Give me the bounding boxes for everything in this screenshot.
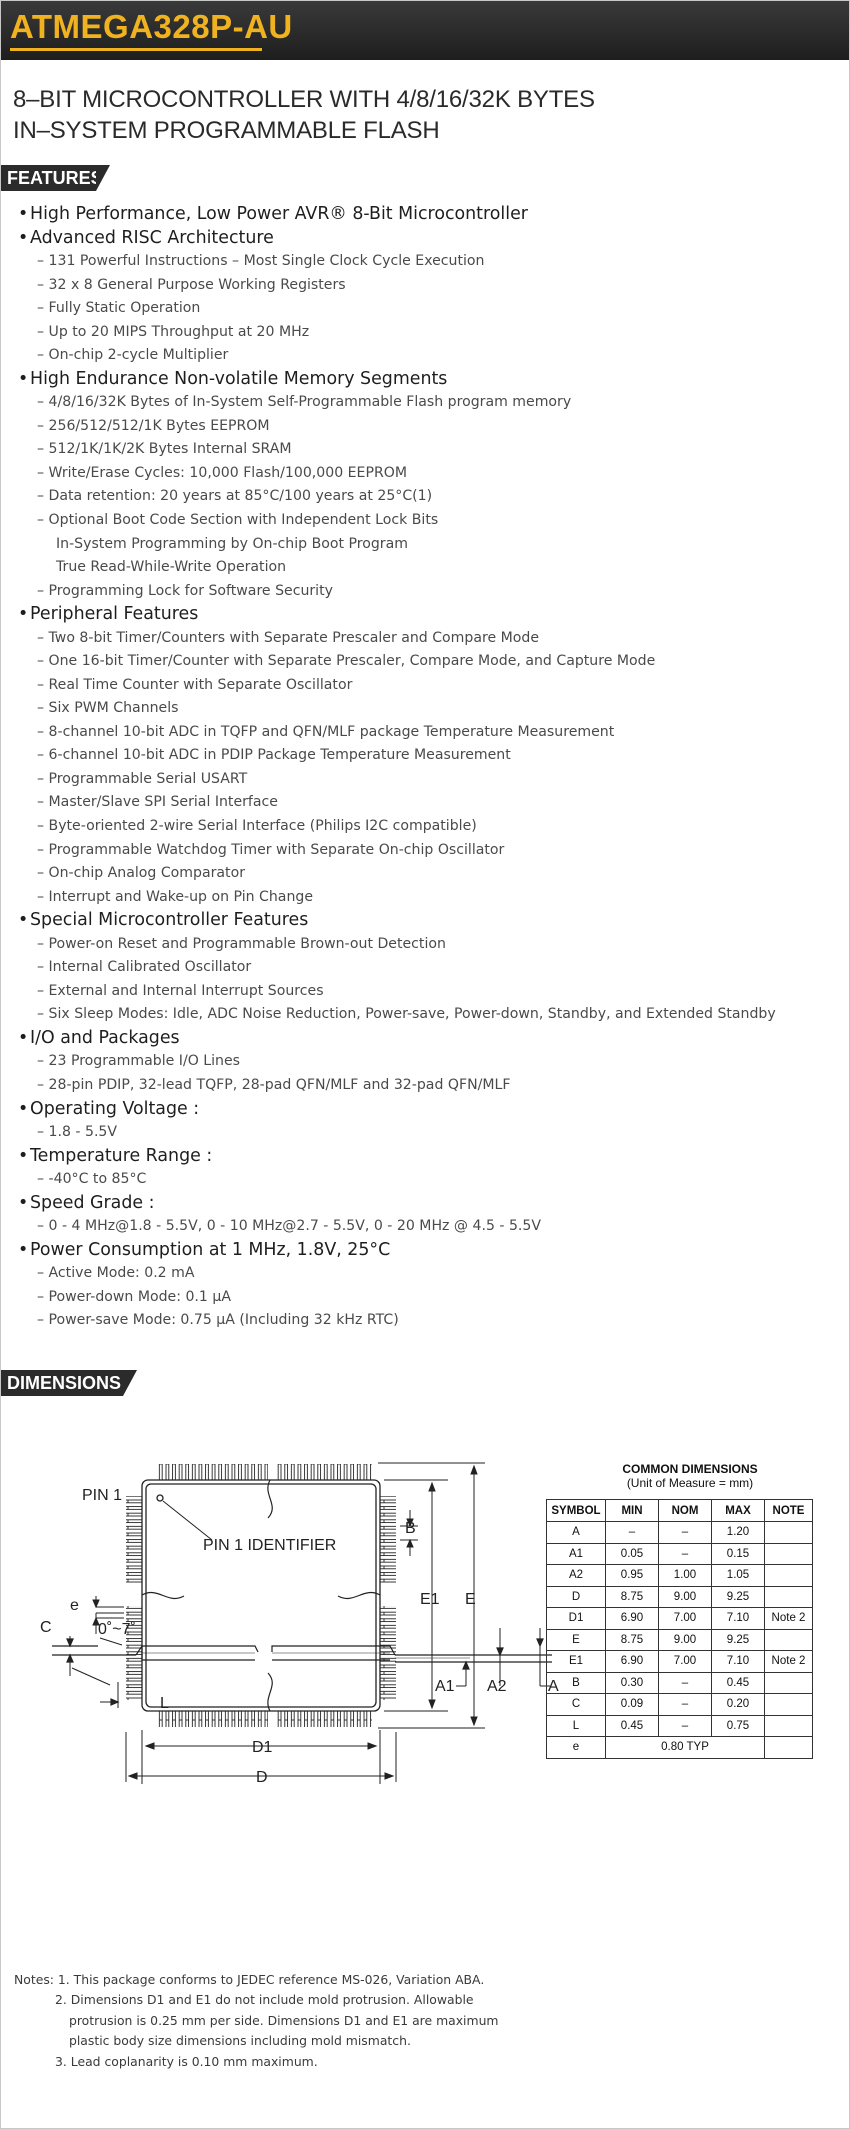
table-cell: 9.00 — [659, 1629, 712, 1651]
feature-heading-text: Peripheral Features — [30, 604, 199, 625]
feature-item: – 32 x 8 General Purpose Working Registers — [37, 276, 346, 293]
col-header: NOTE — [765, 1500, 813, 1522]
table-cell: Note 2 — [765, 1608, 813, 1630]
feature-item: – 131 Powerful Instructions – Most Single Clock Cycle Execution — [37, 253, 485, 269]
feature-heading — [18, 1145, 838, 1169]
top-view-dimension-lines — [93, 1463, 485, 1784]
table-cell: 0.09 — [606, 1694, 659, 1716]
feature-item: – 0 - 4 MHz@1.8 - 5.5V, 0 - 10 MHz@2.7 - 5.5V, 0 - 20 MHz @ 4.5 - 5.5V — [37, 1218, 542, 1235]
feature-item: – Power-on Reset and Programmable Brown-out Detection — [37, 935, 446, 952]
table-cell: 6.90 — [606, 1651, 659, 1673]
bullet-icon: • — [18, 368, 29, 389]
page-subtitle — [13, 84, 595, 146]
table-cell: – — [659, 1715, 712, 1737]
table-row — [547, 1586, 813, 1608]
table-cell: 6.90 — [606, 1608, 659, 1630]
dimensions-table-title: COMMON DIMENSIONS — [622, 1462, 758, 1476]
d1-label: D1 — [252, 1739, 273, 1756]
feature-heading — [18, 1239, 838, 1263]
e-pitch-label: e — [70, 1597, 79, 1614]
feature-group — [18, 1239, 838, 1333]
table-cell — [765, 1715, 813, 1737]
feature-item: – On-chip Analog Comparator — [37, 865, 245, 882]
feature-item: – Six Sleep Modes: Idle, ADC Noise Reduction, Power-save, Power-down, Standby, and Extended Standby — [37, 1006, 776, 1023]
table-cell: 9.25 — [712, 1629, 765, 1651]
feature-item: – -40°C to 85°C — [37, 1171, 147, 1188]
table-cell: D1 — [547, 1608, 606, 1630]
table-row — [547, 1629, 813, 1651]
a1-label: A1 — [435, 1678, 455, 1695]
table-cell — [765, 1522, 813, 1544]
feature-item: – Interrupt and Wake-up on Pin Change — [37, 888, 313, 905]
table-cell: – — [659, 1522, 712, 1544]
feature-heading-text: High Performance, Low Power AVR® 8-Bit Microcontroller — [30, 204, 528, 224]
title-underline — [10, 48, 262, 51]
feature-heading — [18, 368, 838, 392]
features-heading: FEATURES — [0, 165, 96, 191]
table-cell: 9.25 — [712, 1586, 765, 1608]
feature-item: – 28-pin PDIP, 32-lead TQFP, 28-pad QFN/MLF and 32-pad QFN/MLF — [37, 1076, 511, 1093]
pin1-label: PIN 1 — [82, 1487, 123, 1504]
table-cell: 0.45 — [606, 1715, 659, 1737]
note-line: plastic body size dimensions including mold mismatch. — [69, 2033, 411, 2049]
table-row — [547, 1715, 813, 1737]
feature-item: – Internal Calibrated Oscillator — [37, 959, 252, 976]
table-cell: 0.75 — [712, 1715, 765, 1737]
feature-group — [18, 1145, 838, 1192]
bullet-icon: • — [18, 1027, 29, 1048]
header-bar — [0, 0, 850, 60]
feature-heading-text: I/O and Packages — [30, 1027, 180, 1048]
table-cell: 0.30 — [606, 1672, 659, 1694]
feature-heading-text: Operating Voltage : — [30, 1098, 200, 1119]
feature-group — [18, 203, 838, 227]
top-view — [126, 1464, 396, 1727]
feature-heading — [18, 603, 838, 627]
angle-label: 0˚~7˚ — [98, 1621, 136, 1638]
table-cell: 0.80 TYP — [606, 1737, 765, 1759]
subtitle-line: IN–SYSTEM PROGRAMMABLE FLASH — [13, 117, 440, 144]
d-label: D — [256, 1769, 268, 1786]
feature-item: – 6-channel 10-bit ADC in PDIP Package Temperature Measurement — [37, 747, 511, 764]
a-label: A — [548, 1678, 559, 1695]
feature-item: – Master/Slave SPI Serial Interface — [37, 794, 278, 811]
feature-item: – Write/Erase Cycles: 10,000 Flash/100,000 EEPROM — [37, 464, 407, 481]
dimensions-table — [546, 1499, 813, 1759]
dimensions-heading: DIMENSIONS — [0, 1370, 123, 1396]
table-cell: 9.00 — [659, 1586, 712, 1608]
feature-heading-text: Temperature Range : — [30, 1145, 213, 1166]
note-line: 3. Lead coplanarity is 0.10 mm maximum. — [55, 2053, 318, 2069]
col-header: MAX — [712, 1500, 765, 1522]
table-cell: C — [547, 1694, 606, 1716]
col-header: SYMBOL — [547, 1500, 606, 1522]
feature-group — [18, 909, 838, 1027]
feature-item: – One 16-bit Timer/Counter with Separate Prescaler, Compare Mode, and Capture Mode — [37, 653, 656, 670]
table-row — [547, 1522, 813, 1544]
table-row — [547, 1737, 813, 1759]
bullet-icon: • — [18, 1239, 29, 1260]
dimensions-table-unit: (Unit of Measure = mm) — [626, 1476, 754, 1490]
feature-item: – 23 Programmable I/O Lines — [37, 1053, 240, 1070]
feature-item: – On-chip 2-cycle Multiplier — [37, 347, 229, 364]
table-cell — [765, 1694, 813, 1716]
feature-item: – 256/512/512/1K Bytes EEPROM — [37, 417, 270, 434]
feature-item: – Fully Static Operation — [37, 300, 201, 317]
table-cell: E — [547, 1629, 606, 1651]
table-header-row — [547, 1500, 813, 1522]
feature-item: – 4/8/16/32K Bytes of In-System Self-Programmable Flash program memory — [37, 394, 572, 411]
table-row — [547, 1672, 813, 1694]
feature-heading — [18, 203, 838, 227]
bullet-icon: • — [18, 204, 29, 224]
package-notes — [14, 1970, 499, 2072]
feature-heading-text: Speed Grade : — [30, 1192, 155, 1213]
table-cell: L — [547, 1715, 606, 1737]
table-cell: A2 — [547, 1565, 606, 1587]
pin1-identifier-label: PIN 1 IDENTIFIER — [203, 1537, 337, 1554]
feature-heading-text: High Endurance Non-volatile Memory Segments — [30, 368, 448, 389]
bullet-icon: • — [18, 604, 29, 625]
feature-item: – Active Mode: 0.2 mA — [37, 1265, 195, 1282]
bullet-icon: • — [18, 1192, 29, 1213]
feature-item: – 8-channel 10-bit ADC in TQFP and QFN/MLF package Temperature Measurement — [37, 723, 615, 740]
table-cell — [765, 1629, 813, 1651]
table-row — [547, 1543, 813, 1565]
feature-item: – Power-save Mode: 0.75 μA (Including 32 kHz RTC) — [37, 1312, 399, 1329]
feature-item: True Read-While-Write Operation — [56, 559, 287, 576]
table-cell: 0.95 — [606, 1565, 659, 1587]
l-label: L — [160, 1695, 169, 1712]
table-cell: 7.00 — [659, 1651, 712, 1673]
table-cell: 1.05 — [712, 1565, 765, 1587]
feature-item: – Optional Boot Code Section with Independent Lock Bits — [37, 511, 439, 528]
feature-item: – 512/1K/1K/2K Bytes Internal SRAM — [37, 441, 292, 458]
page-title: ATMEGA328P-AU — [10, 8, 293, 45]
feature-item: – Power-down Mode: 0.1 μA — [37, 1288, 231, 1305]
table-cell: 7.00 — [659, 1608, 712, 1630]
table-cell: 0.45 — [712, 1672, 765, 1694]
feature-heading — [18, 909, 838, 933]
table-cell: 1.20 — [712, 1522, 765, 1544]
feature-item: – Byte-oriented 2-wire Serial Interface (Philips I2C compatible) — [37, 818, 477, 835]
table-cell: Note 2 — [765, 1651, 813, 1673]
table-cell: E1 — [547, 1651, 606, 1673]
e1-label: E1 — [420, 1591, 440, 1608]
feature-heading — [18, 1027, 838, 1051]
feature-item: – Programming Lock for Software Security — [37, 582, 333, 599]
table-cell: – — [659, 1694, 712, 1716]
feature-group — [18, 227, 838, 368]
feature-heading — [18, 1192, 838, 1216]
table-row — [547, 1694, 813, 1716]
bullet-icon: • — [18, 910, 29, 931]
feature-item: – Up to 20 MIPS Throughput at 20 MHz — [37, 323, 310, 340]
feature-group — [18, 603, 838, 909]
table-cell: – — [659, 1672, 712, 1694]
feature-item: – Data retention: 20 years at 85°C/100 years at 25°C(1) — [37, 488, 433, 505]
subtitle-line: 8–BIT MICROCONTROLLER WITH 4/8/16/32K BYTES — [13, 86, 595, 113]
feature-heading-text: Special Microcontroller Features — [30, 910, 309, 931]
note-line: 2. Dimensions D1 and E1 do not include mold protrusion. Allowable — [55, 1992, 474, 2008]
table-cell: – — [606, 1522, 659, 1544]
table-cell — [765, 1672, 813, 1694]
table-cell: B — [547, 1672, 606, 1694]
note-line: protrusion is 0.25 mm per side. Dimensions D1 and E1 are maximum — [69, 2012, 499, 2028]
table-cell: 0.15 — [712, 1543, 765, 1565]
feature-item: – Real Time Counter with Separate Oscillator — [37, 676, 353, 693]
a2-label: A2 — [487, 1678, 507, 1695]
bullet-icon: • — [18, 1145, 29, 1166]
note-line: Notes: 1. This package conforms to JEDEC reference MS-026, Variation ABA. — [14, 1972, 485, 1987]
feature-group — [18, 1098, 838, 1145]
feature-heading-text: Power Consumption at 1 MHz, 1.8V, 25°C — [30, 1239, 391, 1260]
table-cell: 8.75 — [606, 1629, 659, 1651]
table-cell — [765, 1586, 813, 1608]
feature-item: – 1.8 - 5.5V — [37, 1124, 118, 1140]
feature-item: In-System Programming by On-chip Boot Program — [56, 535, 408, 552]
feature-item: – Two 8-bit Timer/Counters with Separate Prescaler and Compare Mode — [37, 629, 540, 646]
feature-item: – Six PWM Channels — [37, 700, 179, 717]
table-cell: 0.20 — [712, 1694, 765, 1716]
feature-heading — [18, 1098, 838, 1122]
table-row — [547, 1651, 813, 1673]
c-label: C — [40, 1619, 52, 1636]
col-header: NOM — [659, 1500, 712, 1522]
table-cell: – — [659, 1543, 712, 1565]
feature-item: – Programmable Serial USART — [37, 770, 248, 787]
table-cell: 7.10 — [712, 1608, 765, 1630]
table-cell: D — [547, 1586, 606, 1608]
feature-heading-text: Advanced RISC Architecture — [30, 227, 274, 248]
feature-heading — [18, 227, 838, 251]
table-cell — [765, 1543, 813, 1565]
table-cell: e — [547, 1737, 606, 1759]
table-cell: A1 — [547, 1543, 606, 1565]
e-label: E — [465, 1591, 476, 1608]
table-cell: 0.05 — [606, 1543, 659, 1565]
dimensions-table-caption — [545, 1462, 835, 1490]
table-cell: A — [547, 1522, 606, 1544]
table-row — [547, 1608, 813, 1630]
col-header: MIN — [606, 1500, 659, 1522]
feature-item: – External and Internal Interrupt Sources — [37, 982, 324, 999]
table-row — [547, 1565, 813, 1587]
table-cell: 7.10 — [712, 1651, 765, 1673]
table-cell: 8.75 — [606, 1586, 659, 1608]
feature-group — [18, 368, 838, 603]
table-cell — [765, 1565, 813, 1587]
features-list — [18, 203, 838, 1333]
feature-item: – Programmable Watchdog Timer with Separate On-chip Oscillator — [37, 841, 505, 858]
bullet-icon: • — [18, 1098, 29, 1119]
table-cell — [765, 1737, 813, 1759]
bullet-icon: • — [18, 227, 29, 248]
b-label: B — [405, 1520, 416, 1537]
feature-group — [18, 1027, 838, 1098]
feature-group — [18, 1192, 838, 1239]
table-cell: 1.00 — [659, 1565, 712, 1587]
